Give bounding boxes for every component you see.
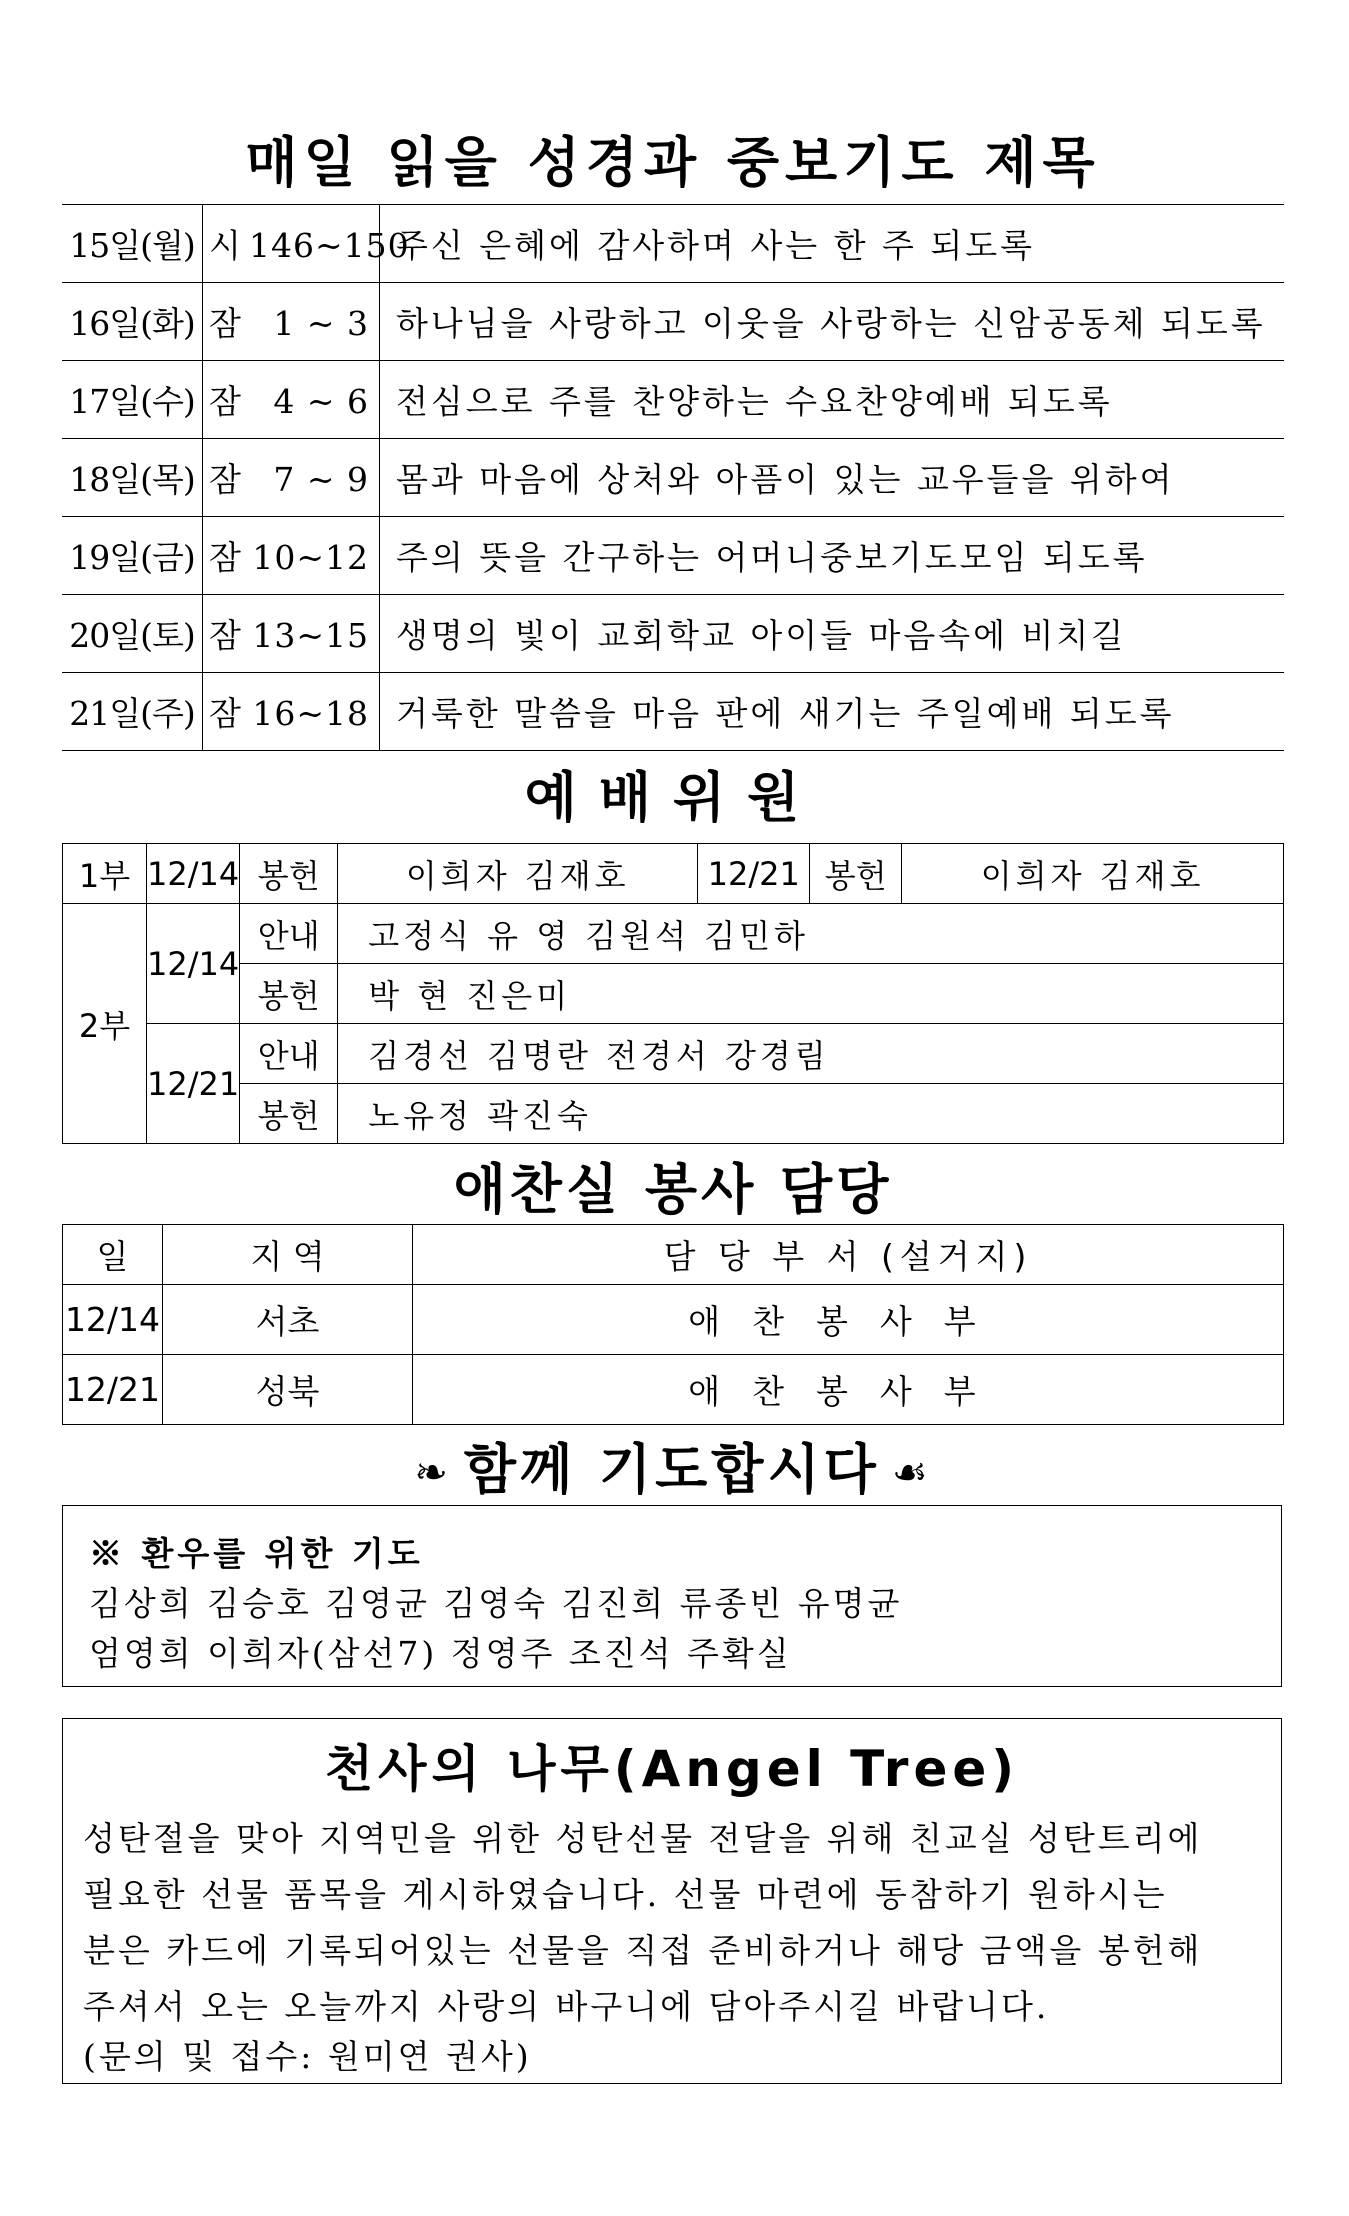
table-row (63, 1355, 1284, 1425)
column-header-date: 일 (63, 1225, 163, 1285)
reading-chapters: 1 ~ 3 (273, 304, 369, 343)
worship-names: 박 현 진은미 (338, 964, 1284, 1024)
service-department: 애찬봉사부 (413, 1285, 1284, 1355)
worship-names: 이희자 김재호 (338, 844, 698, 904)
service-region: 서초 (163, 1285, 413, 1355)
reading-book: 잠 (209, 382, 242, 421)
worship-names: 고정식 유 영 김원석 김민하 (338, 904, 1284, 964)
fleuron-left-icon: ❧ (414, 1450, 452, 1497)
reading-book: 잠 (209, 304, 242, 343)
table-row (62, 439, 1284, 517)
reading-book: 잠 (209, 538, 242, 577)
worship-role: 봉헌 (240, 1084, 338, 1144)
angel-tree-text-line: 성탄절을 맞아 지역민을 위한 성탄선물 전달을 위해 친교실 성탄트리에 (83, 1819, 1203, 1858)
worship-names: 김경선 김명란 전경서 강경림 (338, 1024, 1284, 1084)
table-row (62, 673, 1284, 751)
worship-date: 12/14 (147, 844, 240, 904)
prayer-heading: ※ 환우를 위한 기도 (89, 1534, 424, 1573)
reading-topic: 생명의 빛이 교회학교 아이들 마음속에 비치길 (380, 595, 1285, 673)
reading-reference (203, 517, 380, 595)
table-row (62, 595, 1284, 673)
reading-reference (203, 595, 380, 673)
fleuron-right-icon: ☙ (891, 1450, 932, 1497)
reading-topic: 거룩한 말씀을 마음 판에 새기는 주일예배 되도록 (380, 673, 1285, 751)
reading-day: 21일(주) (62, 673, 203, 751)
table-row (62, 361, 1284, 439)
service-date: 12/14 (63, 1285, 163, 1355)
service-department: 애찬봉사부 (413, 1355, 1284, 1425)
reading-day: 19일(금) (62, 517, 203, 595)
reading-reference (203, 361, 380, 439)
table-row (63, 844, 1284, 904)
worship-section-title: 예배위원 (524, 766, 822, 829)
reading-chapters: 13~15 (252, 616, 369, 655)
worship-role: 봉헌 (810, 844, 902, 904)
worship-date: 12/21 (147, 1024, 240, 1144)
reading-topic: 몸과 마음에 상처와 아픔이 있는 교우들을 위하여 (380, 439, 1285, 517)
table-row (63, 964, 1284, 1024)
reading-reference (203, 283, 380, 361)
table-row (63, 1084, 1284, 1144)
reading-chapters: 4 ~ 6 (273, 382, 369, 421)
reading-reference (203, 205, 410, 283)
prayer-section-title (62, 1430, 1284, 1510)
service-label: 1부 (63, 844, 147, 904)
reading-topic: 전심으로 주를 찬양하는 수요찬양예배 되도록 (380, 361, 1285, 439)
reading-day: 18일(목) (62, 439, 203, 517)
prayer-names-line: 엄영희 이희자(삼선7) 정영주 조진석 주확실 (89, 1634, 792, 1673)
reading-table (62, 204, 1284, 751)
reading-day: 16일(화) (62, 283, 203, 361)
worship-table (62, 843, 1284, 1144)
angel-tree-text-line: 주셔서 오는 오늘까지 사랑의 바구니에 담아주시길 바랍니다. (83, 1987, 1050, 2026)
worship-names: 노유정 곽진숙 (338, 1084, 1284, 1144)
reading-chapters: 10~12 (252, 538, 369, 577)
table-row (62, 517, 1284, 595)
reading-topic: 주의 뜻을 간구하는 어머니중보기도모임 되도록 (380, 517, 1285, 595)
reading-section-title: 매일 읽을 성경과 중보기도 제목 (245, 131, 1101, 194)
worship-role: 봉헌 (240, 844, 338, 904)
reading-day: 15일(월) (62, 205, 203, 283)
table-row (63, 1024, 1284, 1084)
choir-section-title: 애찬실 봉사 담당 (453, 1158, 893, 1221)
worship-role: 안내 (240, 1024, 338, 1084)
prayer-title-text: 함께 기도합시다 (463, 1438, 880, 1501)
table-row (63, 904, 1284, 964)
table-row (63, 1285, 1284, 1355)
worship-names: 이희자 김재호 (902, 844, 1284, 904)
table-header-row (63, 1225, 1284, 1285)
reading-book: 잠 (209, 460, 242, 499)
reading-book: 잠 (209, 694, 242, 733)
fellowship-service-table (62, 1224, 1284, 1425)
reading-topic: 주신 은혜에 감사하며 사는 한 주 되도록 (380, 205, 1285, 283)
worship-date: 12/21 (698, 844, 810, 904)
angel-tree-contact: (문의 및 접수: 원미연 권사) (83, 2037, 532, 2076)
worship-role: 안내 (240, 904, 338, 964)
reading-chapters: 146~150 (249, 226, 410, 265)
reading-chapters: 7 ~ 9 (273, 460, 369, 499)
prayer-box (62, 1505, 1282, 1687)
column-header-department: 담 당 부 서 (설거지) (413, 1225, 1284, 1285)
reading-day: 17일(수) (62, 361, 203, 439)
reading-book: 잠 (209, 616, 242, 655)
worship-role: 봉헌 (240, 964, 338, 1024)
service-region: 성북 (163, 1355, 413, 1425)
table-row (62, 205, 1284, 283)
reading-topic: 하나님을 사랑하고 이웃을 사랑하는 신암공동체 되도록 (380, 283, 1285, 361)
service-date: 12/21 (63, 1355, 163, 1425)
angel-tree-title: 천사의 나무(Angel Tree) (324, 1740, 1020, 1798)
reading-day: 20일(토) (62, 595, 203, 673)
column-header-region: 지 역 (163, 1225, 413, 1285)
reading-reference (203, 673, 380, 751)
table-row (62, 283, 1284, 361)
reading-chapters: 16~18 (252, 694, 369, 733)
service-label: 2부 (63, 904, 147, 1144)
angel-tree-text-line: 필요한 선물 품목을 게시하였습니다. 선물 마련에 동참하기 원하시는 (83, 1875, 1168, 1914)
reading-book: 시 (209, 226, 242, 265)
prayer-names-line: 김상희 김승호 김영균 김영숙 김진희 류종빈 유명균 (89, 1584, 903, 1623)
worship-date: 12/14 (147, 904, 240, 1024)
angel-tree-text-line: 분은 카드에 기록되어있는 선물을 직접 준비하거나 해당 금액을 봉헌해 (83, 1931, 1203, 1970)
reading-reference (203, 439, 380, 517)
angel-tree-box (62, 1718, 1282, 2084)
